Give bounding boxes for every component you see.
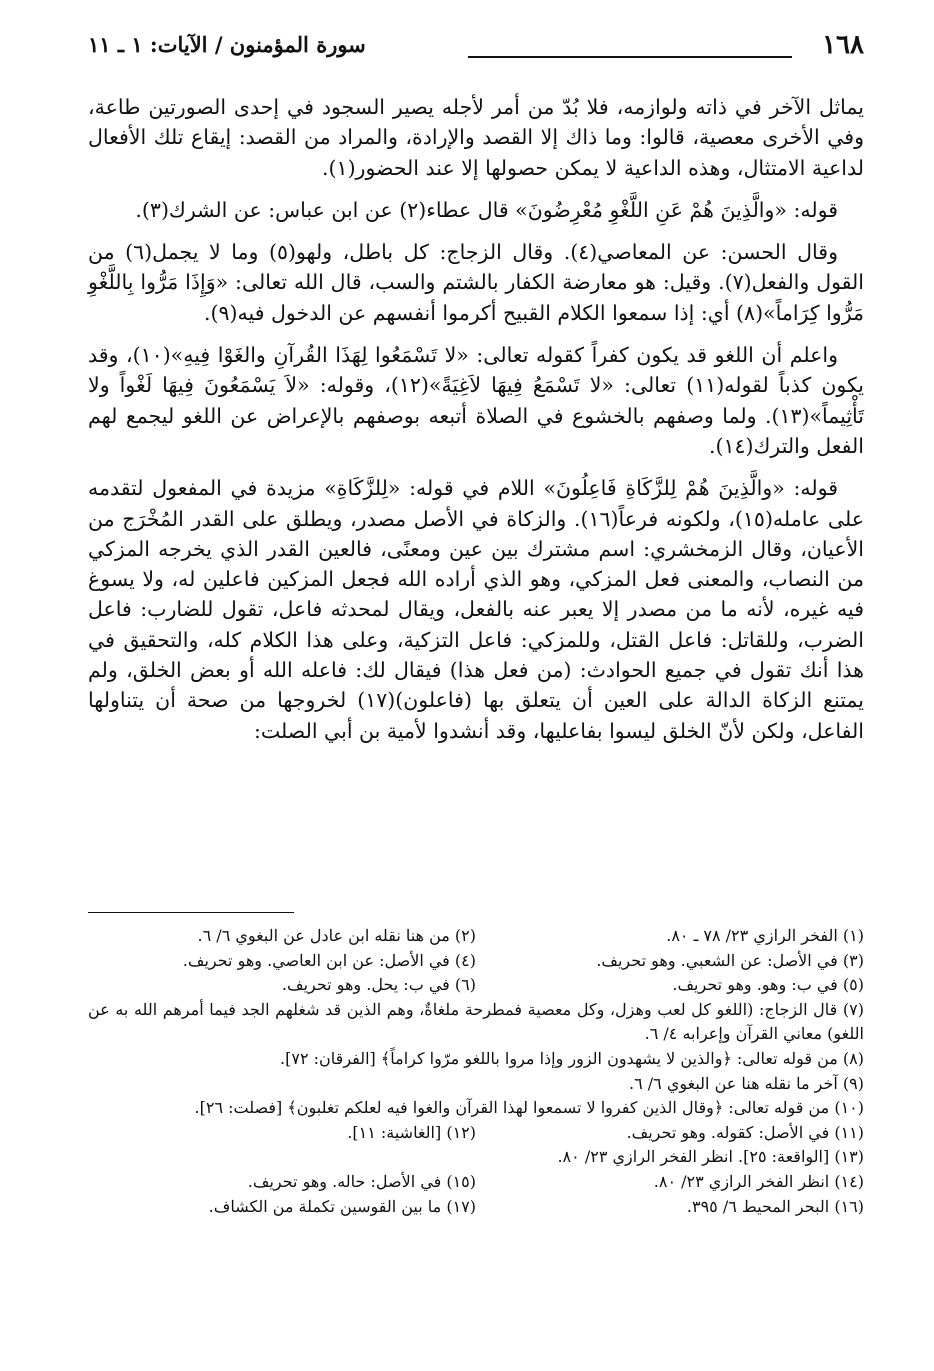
footnote-3: (٣) في الأصل: عن الشعبي. وهو تحريف. [596, 950, 864, 970]
footnote-row [88, 949, 864, 974]
footnote-2: (٢) من هنا نقله ابن عادل عن البغوي ٦/ ٦. [197, 926, 476, 945]
running-title: سورة المؤمنون / الآيات: ١ ـ ١١ [88, 32, 366, 57]
footnote-9: (٩) آخر ما نقله هنا عن البغوي ٦/ ٦. [628, 1073, 864, 1093]
footnote-8: (٨) من قوله تعالى: ﴿والذين لا يشهدون الزور وإذا مروا باللغو مرّوا كراماً﴾ [الفرقان: ٧٢]. [280, 1048, 864, 1068]
footnote-15: (١٥) في الأصل: حاله. وهو تحريف. [247, 1171, 476, 1191]
footnote-separator [88, 912, 294, 913]
paragraph: وقال الحسن: عن المعاصي(٤). وقال الزجاج: كل باطل، ولهو(٥) وما لا يجمل(٦) من القول والفعل(٧). وقيل: هو معارضة الكفار بالشتم والسب، قال الله تعالى: «وَإِذَا مَرُّوا بِاللَّغْوِ مَرُّوا كِرَاماً»(٨) أي: إذا سمعوا الكلام القبيح أكرموا أنفسهم عن الدخول فيه(٩). [88, 240, 864, 325]
footnote-row [88, 1195, 864, 1220]
footnote-12: (١٢) [الغاشية: ١١]. [347, 1122, 476, 1142]
paragraph: قوله: «والَّذِينَ هُمْ عَنِ اللَّغْوِ مُعْرِضُونَ» قال عطاء(٢) عن ابن عباس: عن الشرك(٣). [135, 197, 838, 222]
footnote-row [88, 1170, 864, 1195]
footnote-10: (١٠) من قوله تعالى: ﴿وقال الذين كفروا لا تسمعوا لهذا القرآن والغوا فيه لعلكم تغلبون﴾ [فصلت: ٢٦]. [194, 1098, 864, 1118]
footnotes [88, 924, 864, 1219]
footnote-6: (٦) في ب: يحل. وهو تحريف. [281, 975, 476, 995]
main-text [88, 92, 864, 758]
footnote-17: (١٧) ما بين القوسين تكملة من الكشاف. [208, 1196, 476, 1216]
footnote-5: (٥) في ب: وهو. وهو تحريف. [672, 975, 864, 995]
footnote-4: (٤) في الأصل: عن ابن العاصي. وهو تحريف. [182, 950, 476, 970]
paragraph: يماثل الآخر في ذاته ولوازمه، فلا بُدّ من أمر لأجله يصير السجود في إحدى الصورتين طاعة، وفي الأخرى معصية، قالوا: وما ذاك إلا القصد والإرادة، والمراد من القصد: إيقاع تلك الأفعال لداعية الامتثال، وهذه الداعية لا يمكن حصولها إلا عند الحضور(١). [88, 95, 864, 180]
paragraph: واعلم أن اللغو قد يكون كفراً كقوله تعالى: «لا تَسْمَعُوا لِهَذَا القُرآنِ والغَوْا فِيهِ»(١٠)، وقد يكون كذباً لقوله(١١) تعالى: «لا تَسْمَعُ فِيهَا لاَغِيَةً»(١٢)، وقوله: «لاَ يَسْمَعُونَ فِيهَا لَغْواً ولا تَأْثِيماً»(١٣). ولما وصفهم بالخشوع في الصلاة أتبعه بوصفهم بالإعراض عن اللغو ليجمع لهم الفعل والترك(١٤). [88, 343, 865, 458]
footnote-16: (١٦) البحر المحيط ٦/ ٣٩٥. [686, 1196, 864, 1216]
footnote-row [88, 1121, 864, 1146]
page-header [88, 30, 864, 64]
page-number: ١٦٨ [822, 30, 864, 60]
footnote-7: (٧) قال الزجاج: (اللغو كل لعب وهزل، وكل معصية فمطرحة ملغاةٌ، وهم الذين قد شغلهم الجد فيما أمرهم الله به عن اللغو) معاني القرآن وإعرابه ٤/ ٦. [88, 999, 864, 1044]
footnote-1: (١) الفخر الرازي ٢٣/ ٧٨ ـ ٨٠. [666, 926, 864, 945]
paragraph: قوله: «والَّذِينَ هُمْ لِلزَّكَاةِ فَاعِلُونَ» اللام في قوله: «لِلزَّكَاةِ» مزيدة في المفعول لتقدمه على عامله(١٥)، ولكونه فرعاً(١٦). والزكاة في الأصل مصدر، ويطلق على القدر المُخْرَج من الأعيان، وقال الزمخشري: اسم مشترك بين عين ومعنًى، فالعين القدر الذي يخرجه المزكي من النصاب، والمعنى فعل المزكي، وهو الذي أراده الله فجعل المزكين فاعلين له، ولا يسوغ فيه غيره، لأنه ما من مصدر إلا يعبر عنه بالفعل، ويقال لمحدثه فاعل، تقول للضارب: فاعل الضرب، وللقاتل: فاعل القتل، وللمزكي: فاعل التزكية، وعلى هذا الكلام كله، والتحقيق في هذا أنك تقول في جميع الحوادث: (من فعل هذا) فيقال لك: فاعله الله أو بعض الخلق، ولم يمتنع الزكاة الدالة على العين أن يتعلق بها (فاعلون)(١٧) لخروجها من صحة أن يتناولها الفاعل، ولكن لأنّ الخلق ليسوا بفاعليها، وقد أنشدوا لأمية بن أبي الصلت: [88, 476, 864, 743]
header-rule [468, 56, 792, 58]
footnote-13: (١٣) [الواقعة: ٢٥]. انظر الفخر الرازي ٢٣/ ٨٠. [557, 1147, 864, 1167]
footnote-row [88, 973, 864, 998]
footnote-11: (١١) في الأصل: كقوله. وهو تحريف. [626, 1122, 864, 1142]
footnote-14: (١٤) انظر الفخر الرازي ٢٣/ ٨٠. [653, 1171, 864, 1191]
footnote-row [88, 924, 864, 949]
